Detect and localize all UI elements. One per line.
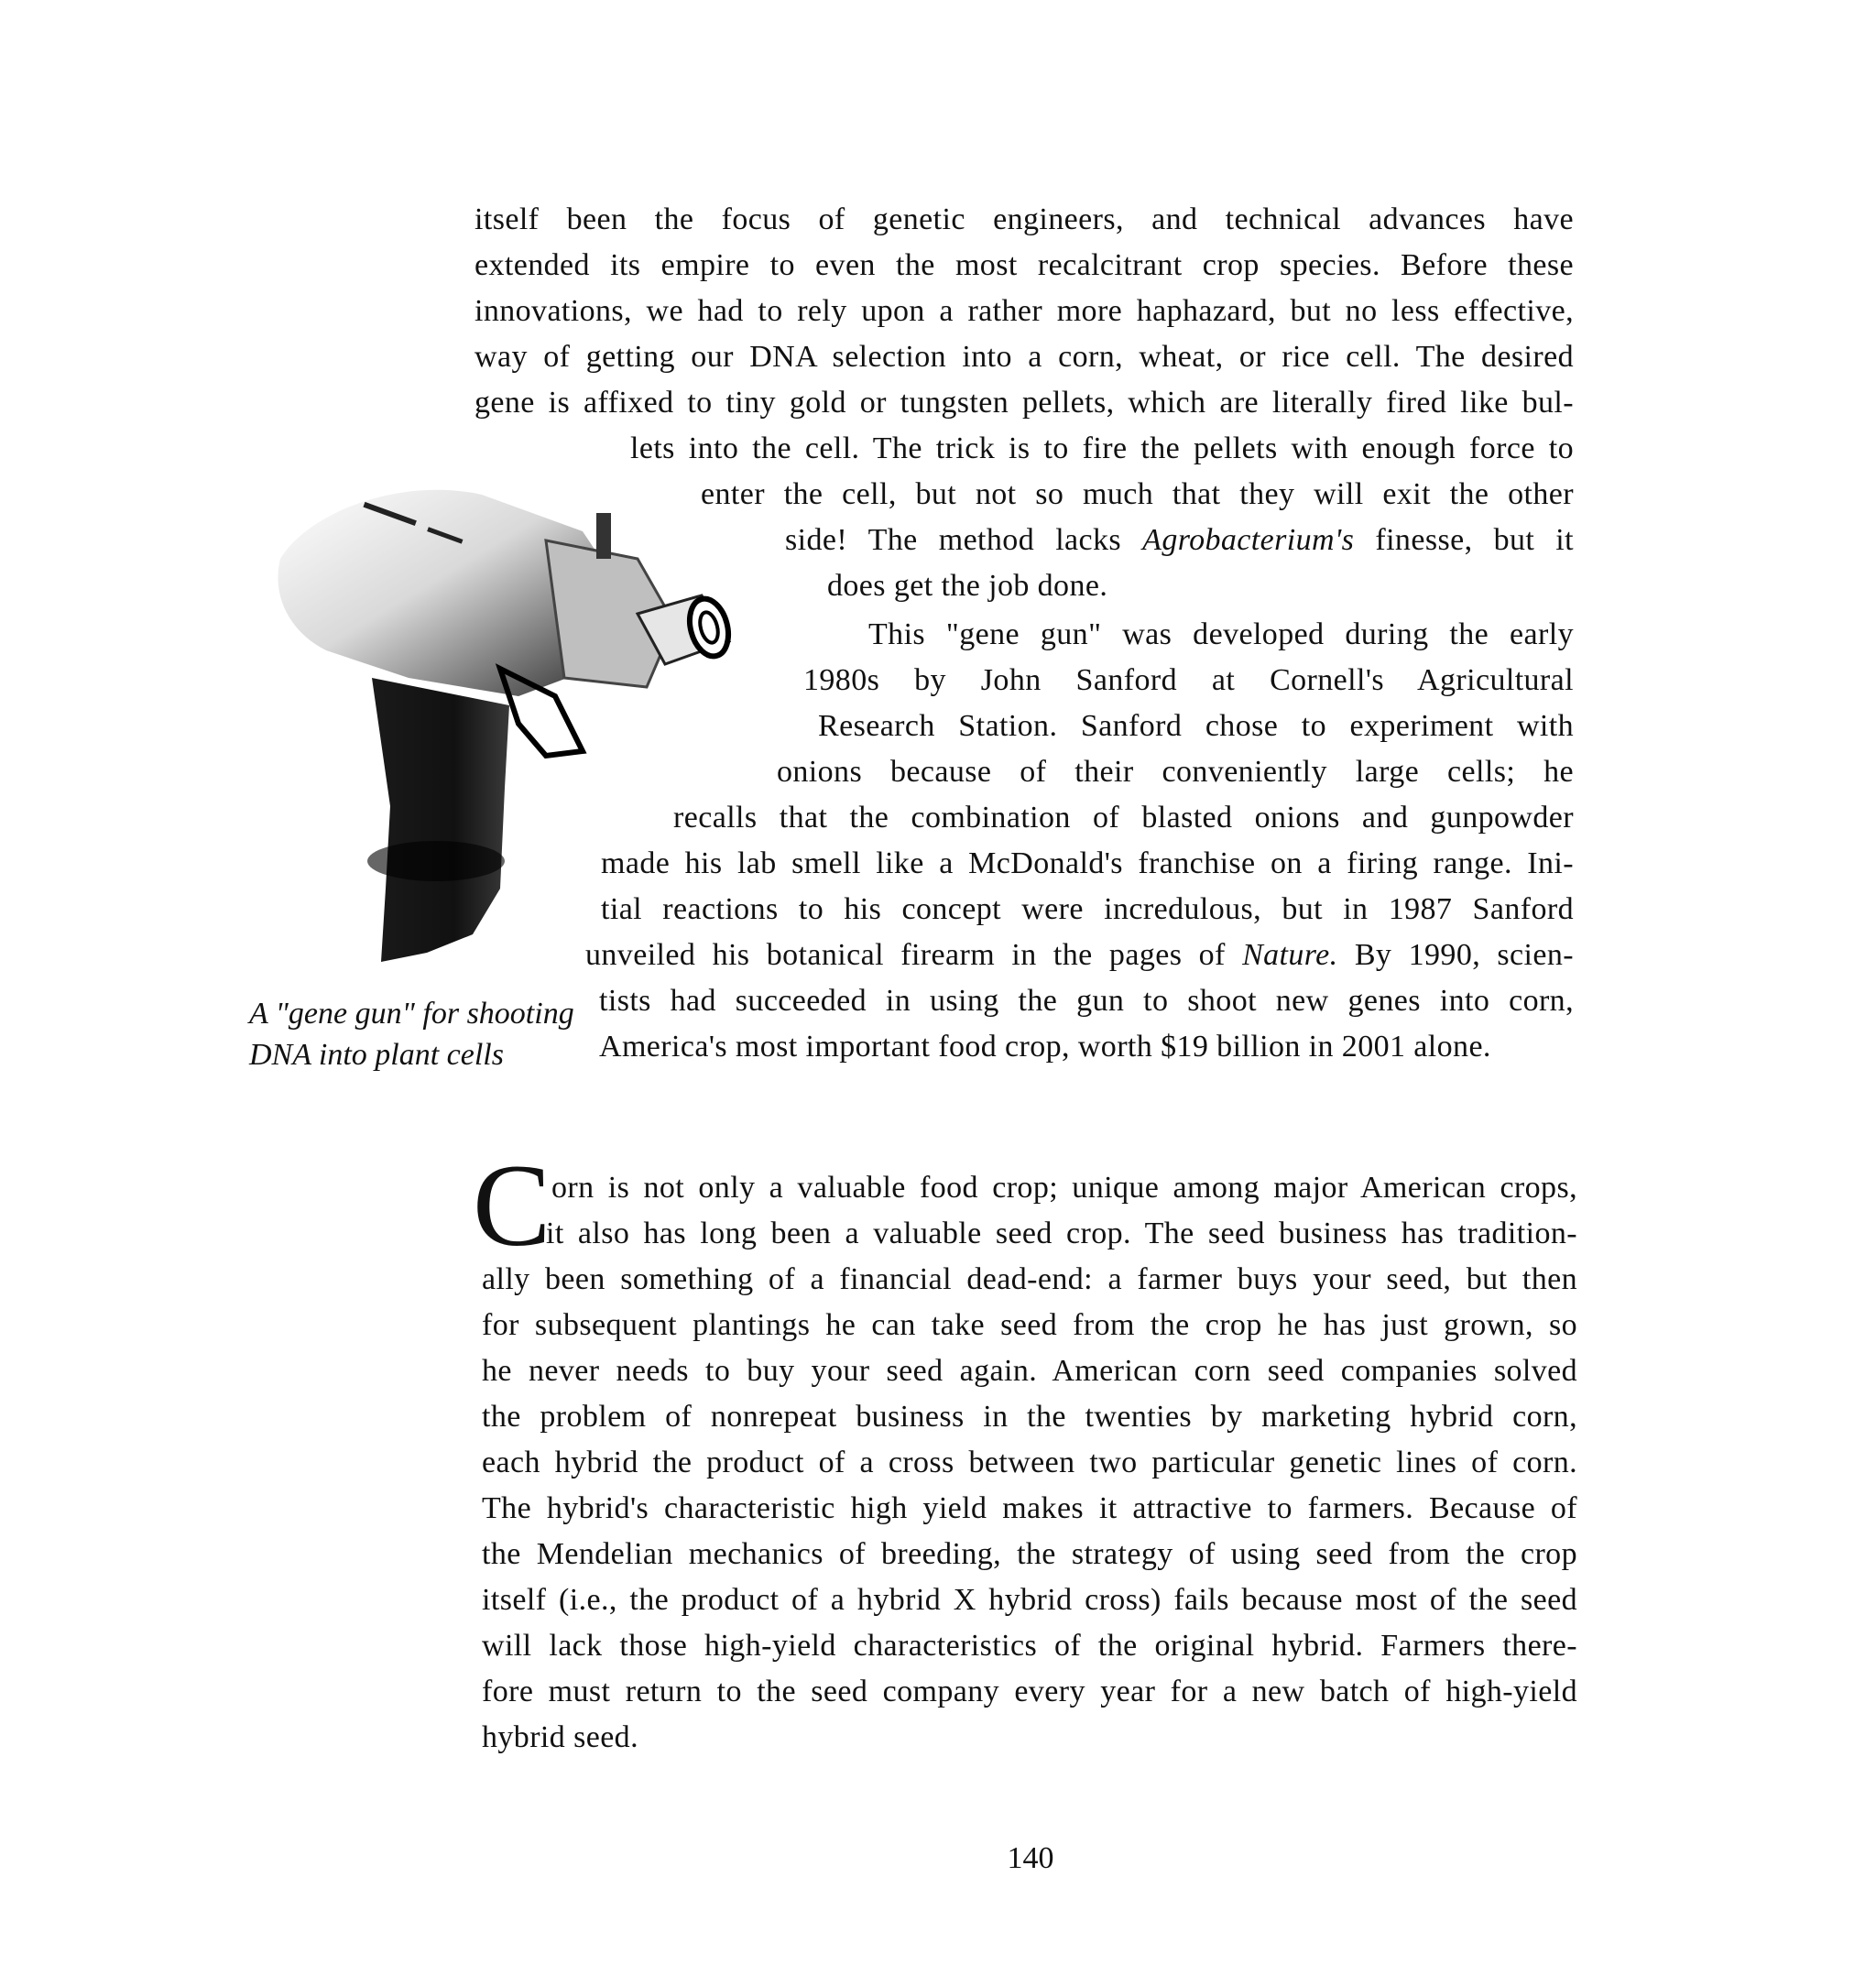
drop-cap: C — [473, 1140, 551, 1271]
text-line: will lack those high-yield characteristics of the original hybrid. Farmers there- — [482, 1629, 1577, 1663]
text-line: it also has long been a valuable seed crop. The seed business has tradition- — [546, 1217, 1577, 1250]
text-line: itself been the focus of genetic engineers, and technical advances have — [474, 202, 1574, 236]
figure-caption-line-1: A "gene gun" for shooting — [249, 997, 574, 1031]
text-line: fore must return to the seed company every year for a new batch of high-yield — [482, 1675, 1577, 1708]
text-line: ally been something of a financial dead-end: a farmer buys your seed, but then — [482, 1262, 1577, 1296]
text-line: 1980s by John Sanford at Cornell's Agricultural — [803, 663, 1574, 697]
text-line: enter the cell, but not so much that they will exit the other — [701, 477, 1574, 511]
figure-caption-line-2: DNA into plant cells — [249, 1038, 504, 1072]
text-line: This "gene gun" was developed during the early — [868, 617, 1574, 651]
text-run: side! The method lacks — [785, 523, 1143, 557]
text-line: the problem of nonrepeat business in the twenties by marketing hybrid corn, — [482, 1400, 1577, 1434]
text-run: unveiled his botanical firearm in the pages of — [585, 938, 1243, 972]
text-line: hybrid seed. — [482, 1720, 638, 1754]
text-line: onions because of their conveniently large cells; he — [777, 755, 1574, 789]
text-line: itself (i.e., the product of a hybrid X hybrid cross) fails because most of the seed — [482, 1583, 1577, 1617]
text-line: made his lab smell like a McDonald's franchise on a firing range. Ini- — [601, 846, 1574, 880]
text-line: the Mendelian mechanics of breeding, the strategy of using seed from the crop — [482, 1537, 1577, 1571]
text-line: innovations, we had to rely upon a rather more haphazard, but no less effective, — [474, 294, 1574, 328]
text-line: orn is not only a valuable food crop; unique among major American crops, — [551, 1171, 1577, 1205]
text-line: lets into the cell. The trick is to fire the pellets with enough force to — [630, 431, 1574, 465]
text-line: way of getting our DNA selection into a corn, wheat, or rice cell. The desired — [474, 340, 1574, 374]
text-line: The hybrid's characteristic high yield makes it attractive to farmers. Because of — [482, 1491, 1577, 1525]
text-line: each hybrid the product of a cross between two particular genetic lines of corn. — [482, 1446, 1577, 1479]
text-line: gene is affixed to tiny gold or tungsten pellets, which are literally fired like bul- — [474, 386, 1574, 420]
text-line: does get the job done. — [827, 569, 1108, 603]
text-line: tial reactions to his concept were incredulous, but in 1987 Sanford — [601, 892, 1574, 926]
italic-term-agrobacterium: Agrobacterium's — [1142, 523, 1355, 557]
text-line: tists had succeeded in using the gun to shoot new genes into corn, — [599, 984, 1574, 1018]
text-run: By 1990, scien- — [1337, 938, 1574, 972]
text-line: he never needs to buy your seed again. American corn seed companies solved — [482, 1354, 1577, 1388]
gene-gun-image — [271, 458, 784, 971]
italic-term-nature: Nature. — [1242, 938, 1338, 972]
text-line — [785, 518, 1574, 563]
text-line: America's most important food crop, worth $19 billion in 2001 alone. — [599, 1030, 1491, 1064]
text-line: extended its empire to even the most recalcitrant crop species. Before these — [474, 248, 1574, 282]
text-line: recalls that the combination of blasted onions and gunpowder — [673, 801, 1574, 835]
text-line: for subsequent plantings he can take seed from the crop he has just grown, so — [482, 1308, 1577, 1342]
page-number: 140 — [1007, 1841, 1054, 1875]
text-run: finesse, but it — [1354, 523, 1574, 557]
text-line: Research Station. Sanford chose to experiment with — [818, 709, 1574, 743]
